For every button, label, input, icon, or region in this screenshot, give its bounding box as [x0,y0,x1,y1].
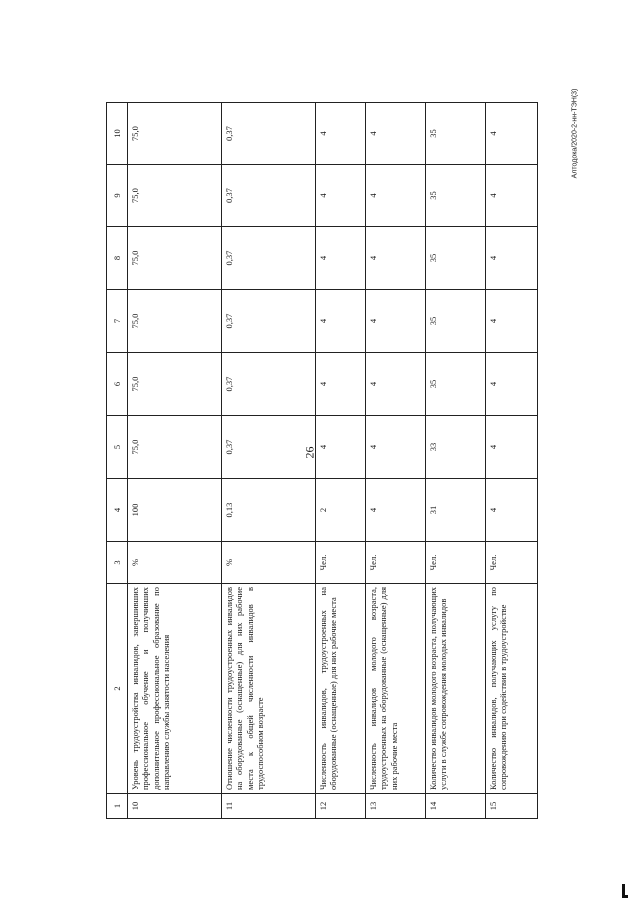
value-cell: 2 [316,479,366,542]
value-cell: 4 [316,165,366,227]
value-cell: 4 [486,103,538,165]
value-cell: 4 [486,353,538,416]
value-cell: 0,37 [222,416,316,479]
indicator-name: Количество инвалидов, получающих услугу по сопровождению при содействии в трудоустройстве [486,584,538,794]
indicator-name: Численность инвалидов молодого возраста, трудоустроенных на оборудованные (оснащенные) для них рабочие места [366,584,426,794]
table-row [366,103,426,819]
value-cell: 0,37 [222,227,316,290]
page-number: 26 [302,446,317,459]
table-row [222,103,316,819]
header-col-1: 1 [107,794,128,819]
value-cell: 35 [426,353,486,416]
value-cell: 0,13 [222,479,316,542]
value-cell: 35 [426,227,486,290]
header-col-2: 2 [107,584,128,794]
value-cell: 4 [316,103,366,165]
value-cell: 4 [486,165,538,227]
indicator-name: Численность инвалидов, трудоустроенных на оборудованные (оснащенные) для них рабочие места [316,584,366,794]
value-cell: 4 [366,165,426,227]
row-index: 11 [222,794,316,819]
value-cell: 4 [316,416,366,479]
table-row [128,103,222,819]
row-index: 13 [366,794,426,819]
value-cell: 4 [486,416,538,479]
header-col-10: 10 [107,103,128,165]
table-row [316,103,366,819]
corner-mark [622,884,628,898]
unit-cell: Чел. [486,542,538,584]
value-cell: 0,37 [222,165,316,227]
unit-cell: % [222,542,316,584]
value-cell: 4 [316,227,366,290]
row-index: 12 [316,794,366,819]
value-cell: 0,37 [222,290,316,353]
value-cell: 0,37 [222,353,316,416]
value-cell: 35 [426,165,486,227]
unit-cell: Чел. [366,542,426,584]
value-cell: 4 [316,353,366,416]
value-cell: 0,37 [222,103,316,165]
header-col-6: 6 [107,353,128,416]
value-cell: 4 [366,416,426,479]
value-cell: 31 [426,479,486,542]
value-cell: 4 [486,227,538,290]
value-cell: 4 [366,353,426,416]
row-index: 10 [128,794,222,819]
row-index: 14 [426,794,486,819]
unit-cell: % [128,542,222,584]
value-cell: 100 [128,479,222,542]
value-cell: 35 [426,103,486,165]
value-cell: 75,0 [128,165,222,227]
indicator-name: Отношение численности трудоустроенных инвалидов на оборудованные (оснащенные) для них рабочие места к общей численности инвалидов в трудоспособном возрасте [222,584,316,794]
indicator-name: Количество инвалидов молодого возраста, получающих услуги в службе сопровождения молодых инвалидов [426,584,486,794]
value-cell: 4 [366,227,426,290]
header-col-8: 8 [107,227,128,290]
value-cell: 4 [486,290,538,353]
row-index: 15 [486,794,538,819]
value-cell: 4 [486,479,538,542]
value-cell: 4 [366,479,426,542]
unit-cell: Чел. [316,542,366,584]
document-code: Алтодока/2020-2-нн-ТЭН(3) [571,88,579,179]
value-cell: 75,0 [128,227,222,290]
value-cell: 4 [366,103,426,165]
unit-cell: Чел. [426,542,486,584]
header-row [107,103,128,819]
value-cell: 75,0 [128,103,222,165]
value-cell: 75,0 [128,353,222,416]
header-col-4: 4 [107,479,128,542]
value-cell: 4 [316,290,366,353]
header-col-3: 3 [107,542,128,584]
table-container [106,103,534,819]
header-col-7: 7 [107,290,128,353]
value-cell: 4 [366,290,426,353]
value-cell: 75,0 [128,290,222,353]
indicator-name: Уровень трудоустройства инвалидов, завершивших профессиональное обучение и получивших дополнительное профессиональное образование по направлению службы занятости населения [128,584,222,794]
header-col-5: 5 [107,416,128,479]
value-cell: 35 [426,290,486,353]
header-col-9: 9 [107,165,128,227]
table-row [426,103,486,819]
value-cell: 75,0 [128,416,222,479]
value-cell: 33 [426,416,486,479]
indicator-table [106,102,538,819]
table-row [486,103,538,819]
